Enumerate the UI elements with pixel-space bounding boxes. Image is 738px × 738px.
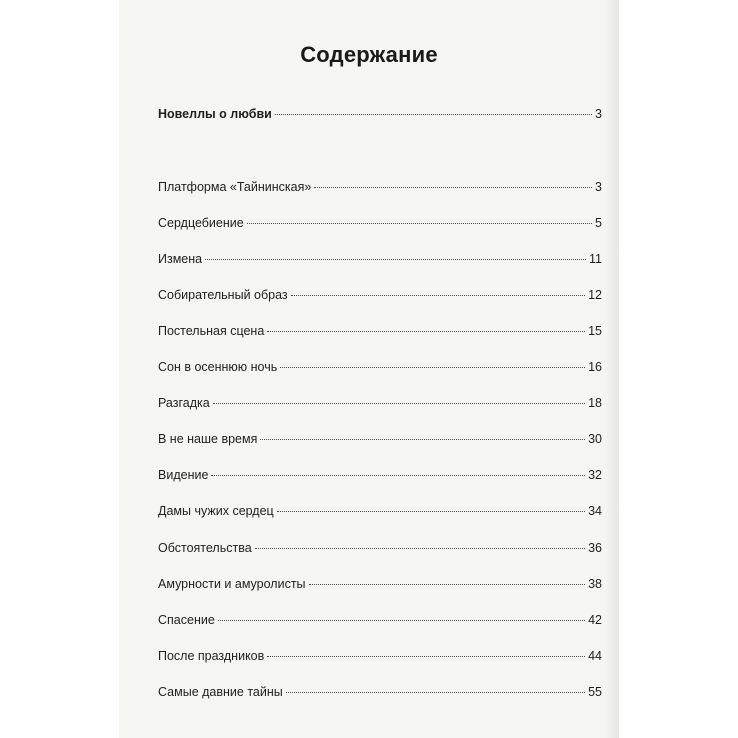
dot-leader — [280, 367, 585, 368]
dot-leader — [218, 620, 585, 621]
toc-entry-page: 12 — [588, 288, 602, 302]
dot-leader — [260, 439, 585, 440]
dot-leader — [267, 331, 585, 332]
dot-leader — [205, 259, 586, 260]
toc-entry-page: 42 — [588, 613, 602, 627]
toc-entry-label: Амурности и амуролисты — [158, 577, 306, 591]
toc-entry-page: 36 — [588, 541, 602, 555]
dot-leader — [247, 223, 592, 224]
toc-entry-label: Новеллы о любви — [158, 107, 272, 121]
toc-entry-page: 34 — [588, 504, 602, 518]
toc-entry-label: Спасение — [158, 613, 215, 627]
dot-leader — [309, 584, 586, 585]
toc-entry-page: 16 — [588, 360, 602, 374]
toc-entry-label: Сердцебиение — [158, 216, 244, 230]
toc-entry — [158, 288, 602, 306]
toc-entry — [158, 432, 602, 450]
dot-leader — [291, 295, 585, 296]
toc-entry — [158, 685, 602, 703]
toc-entry-page: 32 — [588, 468, 602, 482]
table-of-contents — [158, 0, 602, 738]
dot-leader — [275, 114, 592, 115]
toc-entry-page: 18 — [588, 396, 602, 410]
page-edge-shadow — [605, 0, 619, 738]
toc-entry-label: Платформа «Тайнинская» — [158, 180, 312, 194]
dot-leader — [213, 403, 585, 404]
toc-entry — [158, 541, 602, 559]
toc-entry-label: В не наше время — [158, 432, 258, 446]
toc-entry-label: Самые давние тайны — [158, 685, 283, 699]
toc-entry — [158, 216, 602, 234]
toc-entry-page: 44 — [588, 649, 602, 663]
toc-entry-page: 30 — [588, 432, 602, 446]
toc-entry — [158, 360, 602, 378]
toc-entry-label: Собирательный образ — [158, 288, 288, 302]
toc-entry — [158, 649, 602, 667]
toc-entry-label: Постельная сцена — [158, 324, 265, 338]
toc-entry-label: Разгадка — [158, 396, 210, 410]
toc-entry-label: Дамы чужих сердец — [158, 504, 274, 518]
toc-entry-page: 3 — [595, 107, 602, 121]
dot-leader — [267, 656, 585, 657]
dot-leader — [277, 511, 585, 512]
toc-entry-page: 3 — [595, 180, 602, 194]
toc-entry — [158, 577, 602, 595]
dot-leader — [211, 475, 585, 476]
toc-entry-page: 11 — [589, 252, 602, 266]
toc-entry-page: 5 — [595, 216, 602, 230]
toc-entry — [158, 504, 602, 522]
toc-entry — [158, 613, 602, 631]
toc-entry-label: Видение — [158, 468, 209, 482]
toc-entry — [158, 396, 602, 414]
toc-entry-page: 15 — [588, 324, 602, 338]
toc-entry — [158, 180, 602, 198]
toc-entry-page: 55 — [588, 685, 602, 699]
toc-entry-label: Сон в осеннюю ночь — [158, 360, 278, 374]
toc-entry-label: После праздников — [158, 649, 265, 663]
toc-entry-label: Обстоятельства — [158, 541, 252, 555]
dot-leader — [255, 548, 585, 549]
toc-entry — [158, 252, 602, 270]
toc-entry — [158, 468, 602, 486]
dot-leader — [286, 692, 585, 693]
dot-leader — [314, 187, 592, 188]
page-title: Содержание — [300, 42, 438, 67]
toc-entry — [158, 324, 602, 342]
toc-entry-page: 38 — [588, 577, 602, 591]
toc-entry — [158, 107, 602, 125]
toc-entry-label: Измена — [158, 252, 203, 266]
